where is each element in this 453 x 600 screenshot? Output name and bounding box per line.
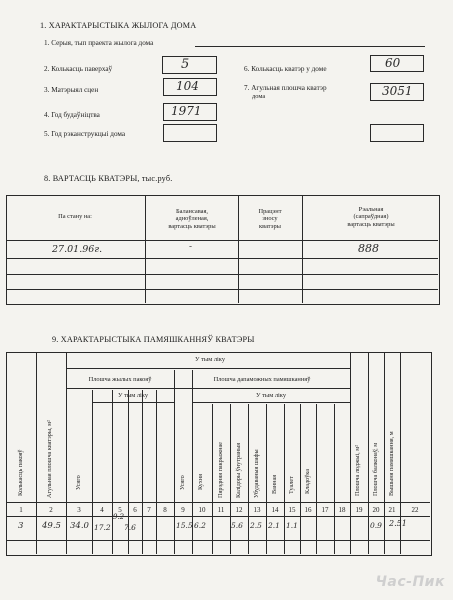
grid-line xyxy=(6,502,430,503)
rooms-col-number: 14 xyxy=(271,506,279,514)
grid-line xyxy=(66,368,350,369)
rooms-col-count: Колькасць пакояў xyxy=(17,449,24,496)
rooms-val-4: 17.2 xyxy=(94,523,111,532)
rooms-val-5a: 9.2 xyxy=(113,513,125,521)
rooms-col-wc: Туалет xyxy=(288,476,295,494)
grid-line xyxy=(230,404,231,554)
rooms-col-number: 17 xyxy=(321,506,329,514)
field-7-box xyxy=(370,83,424,101)
rooms-val-kitchen: 6.2 xyxy=(194,521,206,530)
field-4-box xyxy=(163,103,217,121)
grid-line xyxy=(92,402,174,403)
rooms-val-total: 49.5 xyxy=(42,521,61,531)
field-5-label: 5. Год рэканструкцыі дома xyxy=(44,130,126,138)
rooms-col-number: 21 xyxy=(388,506,396,514)
rooms-col-number: 18 xyxy=(338,506,346,514)
value-row1-balance: - xyxy=(189,242,193,252)
field-7-value: 3051 xyxy=(382,84,413,98)
field-4-label: 4. Год будаўніцтва xyxy=(44,111,100,119)
rooms-val-wc: 1.1 xyxy=(286,521,298,530)
value-row1-date: 27.01.96г. xyxy=(52,244,103,255)
grid-line xyxy=(212,404,213,554)
grid-line xyxy=(142,390,143,554)
field-3-box xyxy=(163,78,217,96)
rooms-col-number: 16 xyxy=(304,506,312,514)
rooms-col-aux-sum: Усяго xyxy=(179,475,186,490)
rooms-val-living: 34.0 xyxy=(70,521,89,531)
value-row1-real: 888 xyxy=(358,242,379,255)
field-1-underline xyxy=(195,46,425,47)
rooms-col-number: 9 xyxy=(181,506,185,514)
rooms-col-number: 6 xyxy=(133,506,137,514)
grid-line xyxy=(248,404,249,554)
grid-line xyxy=(66,388,350,389)
grid-line xyxy=(284,404,285,554)
grid-line xyxy=(368,352,369,554)
rooms-living-header: Плошча жылых пакояў xyxy=(88,376,152,383)
rooms-col-number: 15 xyxy=(288,506,296,514)
grid-line xyxy=(156,390,157,554)
rooms-col-number: 13 xyxy=(253,506,261,514)
rooms-col-living-sum: Усяго xyxy=(75,475,82,490)
field-2-value: 5 xyxy=(181,57,190,72)
rooms-col-total: Агульная плошча кватэры, м² xyxy=(46,420,53,498)
rooms-col-number: 4 xyxy=(100,506,104,514)
field-6-box xyxy=(370,55,424,72)
grid-line xyxy=(112,390,113,554)
rooms-col-number: 5 xyxy=(118,506,122,514)
section-9-title: 9. ХАРАКТАРЫСТЫКА ПАМЯШКАННЯЎ КВАТЭРЫ xyxy=(52,335,255,344)
rooms-col-number: 3 xyxy=(77,506,81,514)
rooms-living-incl: У тым ліку xyxy=(117,392,149,399)
rooms-col-number: 1 xyxy=(19,506,23,514)
field-7-label-2: дома xyxy=(252,93,266,100)
field-6-label: 6. Колькасць кватэр у доме xyxy=(244,65,327,73)
rooms-col-pantry: Кладоўка xyxy=(304,469,311,494)
rooms-col-number: 8 xyxy=(163,506,167,514)
section-1-title: 1. ХАРАКТАРЫСТЫКА ЖЫЛОГА ДОМА xyxy=(40,21,197,30)
grid-line xyxy=(384,352,385,554)
rooms-col-balcony: Плошча балконаў, м xyxy=(372,442,379,496)
rooms-col-bath: Ванная xyxy=(271,474,278,494)
section-8-title: 8. ВАРТАСЦЬ КВАТЭРЫ, тыс.руб. xyxy=(44,174,173,183)
field-4-value: 1971 xyxy=(171,104,202,118)
field-5b-box xyxy=(370,124,424,142)
grid-line xyxy=(6,516,430,517)
rooms-val-5b: 7.6 xyxy=(124,523,136,532)
field-1-label: 1. Серыя, тып праекта жылога дома xyxy=(44,39,154,47)
rooms-col-corridors: Калідоры ўнутраныя xyxy=(235,442,242,498)
rooms-col-number: 22 xyxy=(411,506,419,514)
rooms-val-20: 0.9 xyxy=(370,521,382,530)
field-5-box xyxy=(163,124,217,142)
grid-line xyxy=(192,402,350,403)
grid-line xyxy=(266,404,267,554)
rooms-val-aux: 15.5 xyxy=(176,521,193,530)
field-2-label: 2. Колькасць паверхаў xyxy=(44,65,113,73)
field-2-box xyxy=(162,56,217,74)
rooms-col-height: Вышыня памяшкання, м xyxy=(388,431,395,496)
rooms-col-number: 7 xyxy=(147,506,151,514)
rooms-col-number: 10 xyxy=(198,506,206,514)
field-6-value: 60 xyxy=(385,56,401,70)
rooms-col-number: 20 xyxy=(372,506,380,514)
value-col-date: Па стану на: xyxy=(58,213,92,220)
grid-line xyxy=(334,404,335,554)
rooms-aux-incl: У тым ліку xyxy=(255,392,287,399)
grid-line xyxy=(36,352,37,554)
rooms-val-13: 2.5 xyxy=(250,521,262,530)
grid-line xyxy=(300,404,301,554)
rooms-col-hall: Пярэдняя пакрыжнае xyxy=(217,442,224,498)
field-3-value: 104 xyxy=(176,79,199,93)
value-col-wear: Працэнт зносу кватэры xyxy=(258,208,282,230)
rooms-col-number: 11 xyxy=(217,506,225,514)
rooms-val-corridors: 5.6 xyxy=(231,521,243,530)
watermark: Час-Пик xyxy=(375,574,445,590)
grid-line xyxy=(6,540,430,541)
field-3-label: 3. Матэрыял сцен xyxy=(44,86,99,94)
rooms-col-kitchen: Кухня xyxy=(197,473,204,490)
rooms-col-number: 12 xyxy=(235,506,243,514)
rooms-col-number: 19 xyxy=(355,506,363,514)
rooms-col-number: 2 xyxy=(49,506,53,514)
grid-line xyxy=(316,404,317,554)
rooms-val-21: 2.51 xyxy=(389,519,407,528)
rooms-val-bath: 2.1 xyxy=(268,521,280,530)
rooms-incl-top: У тым ліку xyxy=(194,356,226,363)
rooms-aux-header: Плошча дапаможных памяшканняў xyxy=(213,376,311,383)
grid-line xyxy=(92,390,93,554)
value-col-balance: Балансавая, адноўленая, вартасць кватэры xyxy=(168,208,216,230)
grid-line xyxy=(174,370,175,554)
rooms-col-wardrobes: Убудаваныя шафы xyxy=(253,449,260,498)
field-7-label: 7. Агульная плошча кватэр xyxy=(244,84,327,92)
grid-line xyxy=(350,352,351,554)
value-col-real: Рэальная (сапраўдная) вартасць кватэры xyxy=(347,206,395,228)
rooms-val-count: 3 xyxy=(18,521,24,531)
rooms-col-loggia: Плошча лоджыі, м² xyxy=(354,445,361,496)
